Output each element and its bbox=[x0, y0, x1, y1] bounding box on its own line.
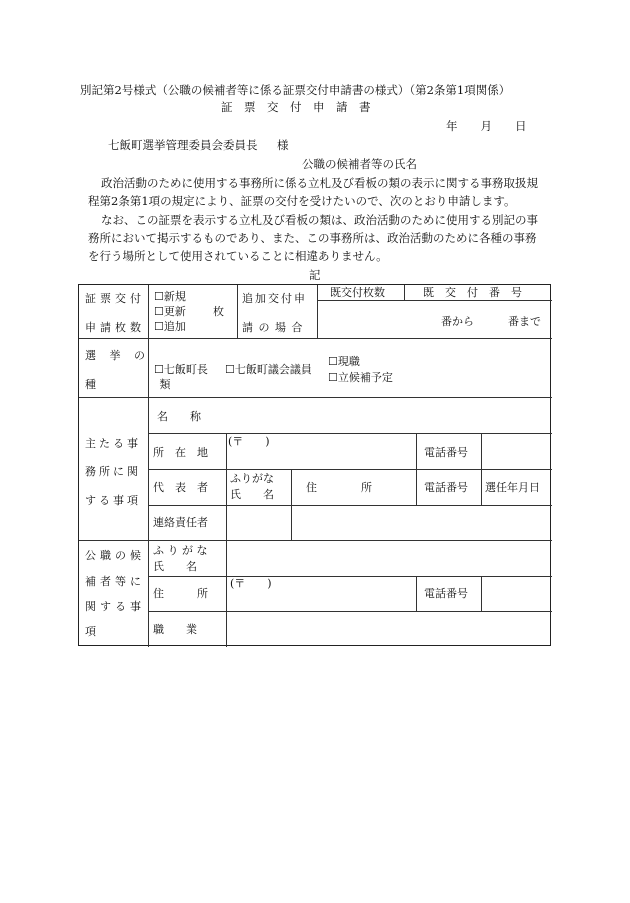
number-to: 番まで bbox=[508, 315, 541, 328]
candidate-label-line-1: 公職の候 bbox=[85, 549, 145, 562]
representative-name-label: 氏 名 bbox=[230, 488, 274, 501]
issued-number-header: 既 交 付 番 号 bbox=[423, 286, 522, 299]
candidate-furigana-label: ふ り が な bbox=[153, 544, 208, 557]
paragraph-1-line-2: 程第2条第1項の規定により、証票の交付を受けたいので、次のとおり申請します。 bbox=[88, 194, 516, 208]
additional-label-line-1: 追加交付申 bbox=[242, 292, 307, 305]
ki-heading: 記 bbox=[309, 268, 321, 282]
candidate-label-line-2: 補者等に bbox=[85, 575, 145, 588]
office-postal-code[interactable]: (〒 ) bbox=[228, 435, 270, 448]
addressee-honorific: 様 bbox=[277, 138, 289, 152]
option-incumbent[interactable]: ☐現職 bbox=[328, 355, 360, 368]
applicant-name-label: 公職の候補者等の氏名 bbox=[302, 157, 417, 171]
office-location-label: 所 在 地 bbox=[153, 446, 208, 459]
count-label-line-1: 証票交付 bbox=[85, 292, 145, 305]
form-title: 別記第2号様式（公職の候補者等に係る証票交付申請書の様式）（第2条第1項関係） bbox=[80, 83, 511, 97]
option-new[interactable]: ☐新規 bbox=[154, 290, 186, 303]
issued-count-header: 既交付枚数 bbox=[330, 286, 385, 299]
contact-person-label: 連絡責任者 bbox=[153, 516, 208, 529]
number-from: 番から bbox=[441, 315, 474, 328]
representative-address-label: 住 所 bbox=[306, 481, 372, 494]
option-add[interactable]: ☐追加 bbox=[154, 320, 186, 333]
representative-label: 代 表 者 bbox=[153, 481, 208, 494]
office-name-label: 名 称 bbox=[157, 410, 201, 423]
sheets-unit: 枚 bbox=[213, 305, 224, 318]
paragraph-1-line-1: 政治活動のために使用する事務所に係る立札及び看板の類の表示に関する事務取扱規 bbox=[101, 176, 538, 190]
election-label-line-1: 選 挙 の bbox=[85, 349, 150, 362]
office-phone-label: 電話番号 bbox=[424, 446, 468, 459]
option-town-council[interactable]: ☐七飯町議会議員 bbox=[225, 363, 312, 376]
date-field[interactable]: 年 月 日 bbox=[446, 119, 527, 133]
paragraph-2-line-1: なお、この証票を表示する立札及び看板の類は、政治活動のために使用する別記の事 bbox=[101, 213, 538, 227]
option-renew[interactable]: ☐更新 bbox=[154, 305, 186, 318]
candidate-postal-code[interactable]: (〒 ) bbox=[230, 577, 272, 590]
candidate-phone-label: 電話番号 bbox=[424, 587, 468, 600]
office-label-line-2: 務所に関 bbox=[85, 465, 141, 478]
candidate-address-label: 住 所 bbox=[153, 587, 208, 600]
occupation-label: 職 業 bbox=[153, 623, 197, 636]
representative-furigana-label: ふりがな bbox=[230, 472, 274, 485]
option-town-mayor[interactable]: ☐七飯町長 bbox=[154, 363, 208, 376]
application-table bbox=[78, 284, 551, 646]
additional-label-line-2: 請 の 場 合 bbox=[242, 321, 304, 334]
office-label-line-3: する事項 bbox=[85, 494, 141, 507]
option-candidate[interactable]: ☐立候補予定 bbox=[328, 371, 393, 384]
appointment-date-label: 選任年月日 bbox=[485, 481, 540, 494]
addressee: 七飯町選挙管理委員会委員長 bbox=[108, 138, 258, 152]
document-title: 証 票 交 付 申 請 書 bbox=[221, 100, 371, 114]
representative-phone-label: 電話番号 bbox=[424, 481, 468, 494]
candidate-label-line-4: 項 bbox=[85, 625, 96, 638]
paragraph-2-line-3: を行う場所として使用されていることに相違ありません。 bbox=[88, 249, 388, 263]
candidate-name-label: 氏 名 bbox=[153, 560, 197, 573]
count-label-line-2: 申請枚数 bbox=[85, 321, 145, 334]
office-label-line-1: 主たる事 bbox=[85, 437, 141, 450]
paragraph-2-line-2: 務所において掲示するものであり、また、この事務所は、政治活動のために各種の事務 bbox=[88, 231, 537, 245]
candidate-label-line-3: 関する事 bbox=[85, 600, 145, 613]
election-label-line-2: 種 類 bbox=[85, 378, 201, 391]
